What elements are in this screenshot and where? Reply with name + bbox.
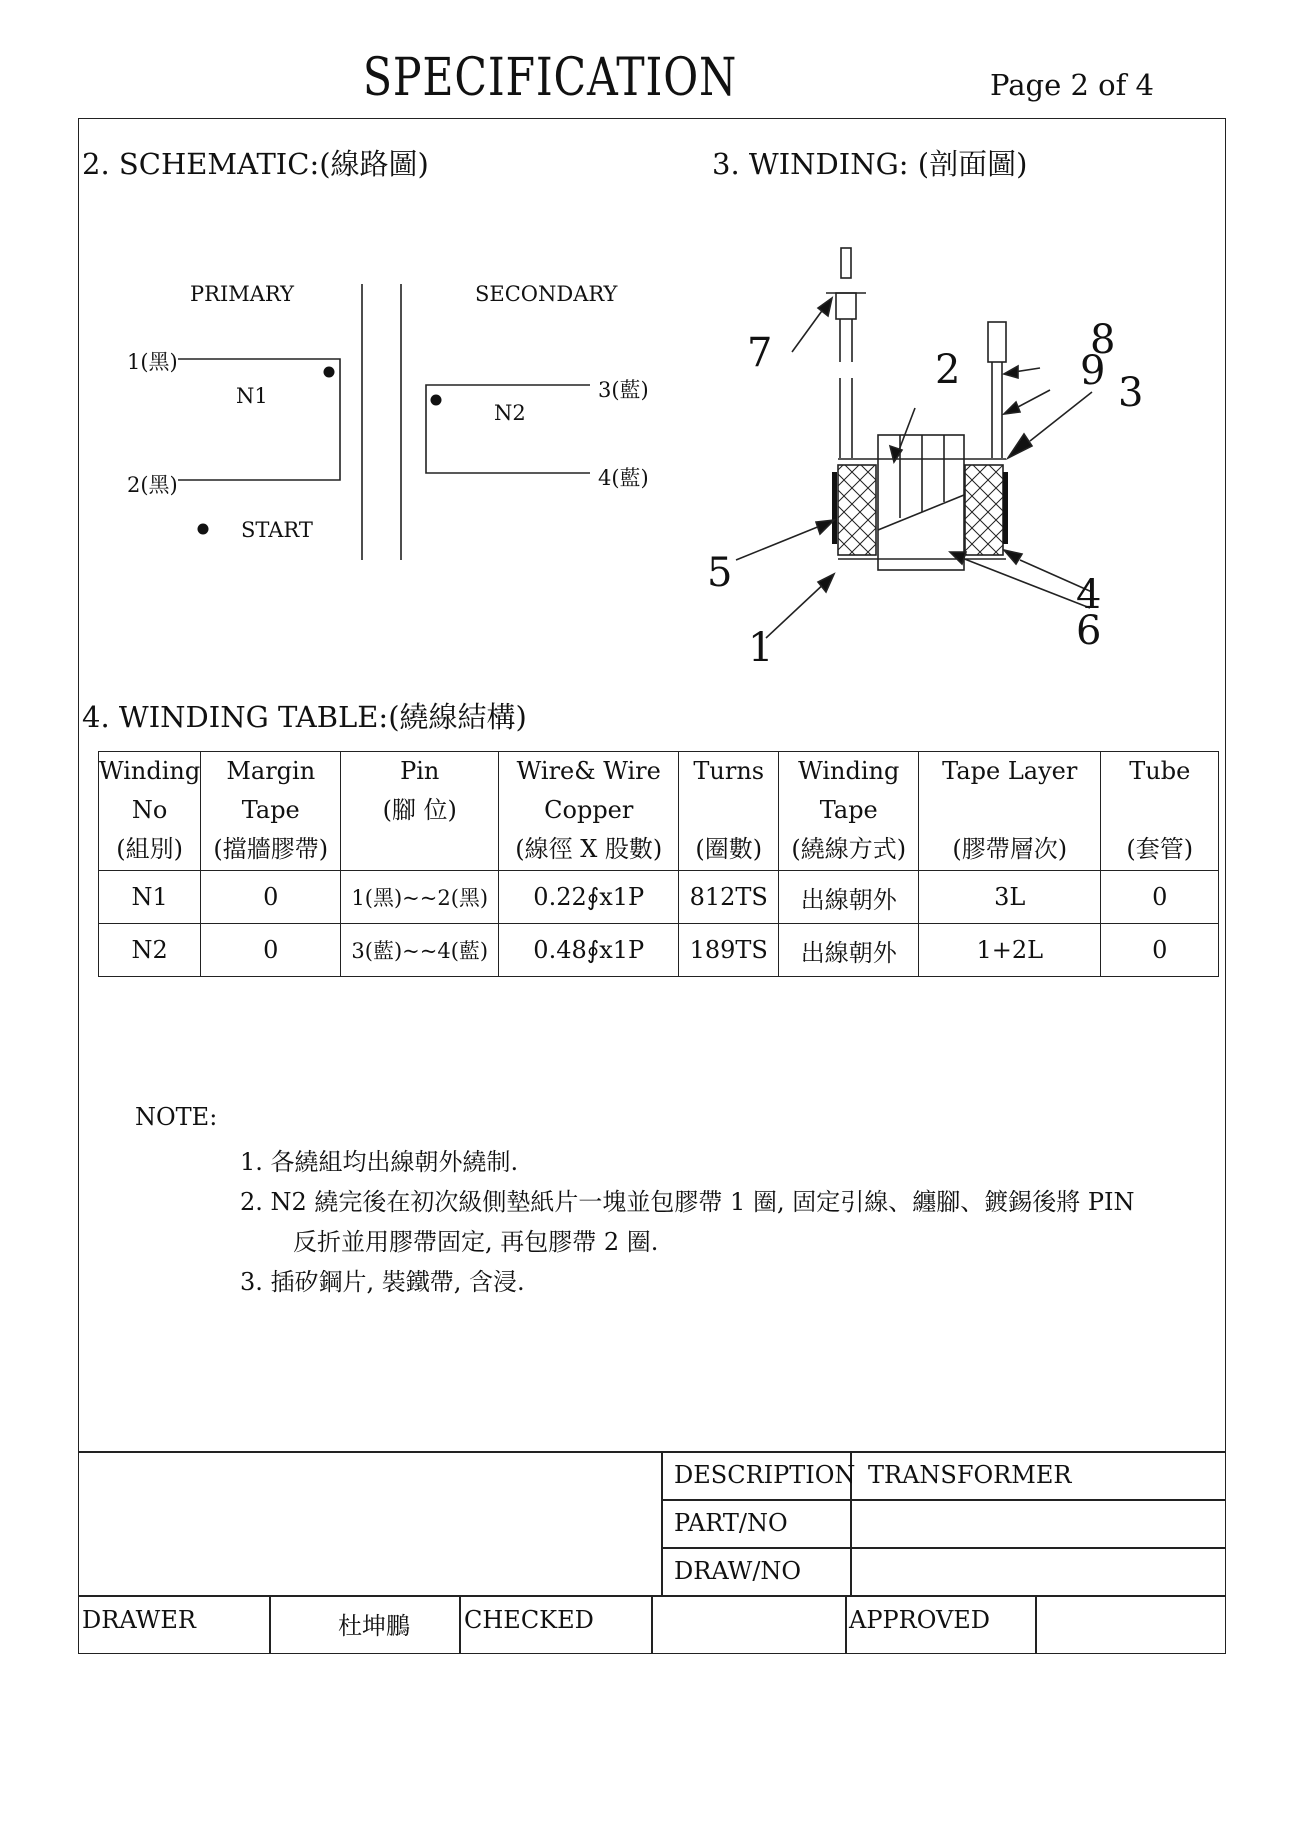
part-no-label: PART/NO [674, 1509, 788, 1537]
pin7-tip [841, 248, 851, 278]
title-block [78, 1451, 1226, 1653]
header-cell: Wire& Wire Copper (線徑 X 股數) [499, 752, 679, 871]
core-center [878, 435, 964, 570]
schematic-heading: 2. SCHEMATIC:(線路圖) [82, 147, 429, 181]
cell-tape-layer: 3L [919, 871, 1101, 924]
callout-5: 5 [707, 550, 733, 596]
cell-pin: 1(黑)~~2(黑) [341, 871, 499, 924]
header-cell: Winding Tape (繞線方式) [779, 752, 919, 871]
description-label: DESCRIPTION [674, 1461, 856, 1489]
tape-left [832, 472, 837, 544]
cell-winding-tape: 出線朝外 [779, 924, 919, 977]
cell-margin: 0 [201, 871, 341, 924]
note-item-2-cont: 反折並用膠帶固定, 再包膠帶 2 圈. [293, 1228, 659, 1256]
cell-turns: 812TS [679, 871, 779, 924]
winding-heading: 3. WINDING: (剖面圖) [712, 147, 1028, 181]
cell-winding-no: N2 [99, 924, 201, 977]
callout-6: 6 [1076, 608, 1102, 654]
approved-label: APPROVED [849, 1606, 991, 1634]
table-row [99, 924, 1219, 977]
cell-tube: 0 [1101, 924, 1219, 977]
cell-wire: 0.48∮x1P [499, 924, 679, 977]
note-item-2: 2. N2 繞完後在初次級側墊紙片一塊並包膠帶 1 圈, 固定引線、纏腳、鍍錫後將 PIN [240, 1188, 1135, 1216]
callout-3: 3 [1118, 370, 1144, 416]
table-row [99, 871, 1219, 924]
draw-no-label: DRAW/NO [674, 1557, 802, 1585]
cell-tape-layer: 1+2L [919, 924, 1101, 977]
callout-2: 2 [935, 347, 961, 393]
checked-label: CHECKED [464, 1606, 594, 1634]
secondary-start-dot [431, 395, 442, 406]
cell-winding-no: N1 [99, 871, 201, 924]
note-item-1: 1. 各繞組均出線朝外繞制. [240, 1148, 519, 1176]
pin8-tip [988, 322, 1006, 362]
note-item-3: 3. 插矽鋼片, 裝鐵帶, 含浸. [240, 1268, 525, 1296]
callout-8: 8 [1090, 317, 1116, 363]
page-number: Page 2 of 4 [990, 68, 1154, 102]
drawer-value: 杜坤鵬 [338, 1612, 410, 1640]
schematic-diagram [78, 260, 678, 580]
secondary-label: SECONDARY [475, 282, 618, 306]
callout-1: 1 [748, 625, 774, 671]
winding-right-block [965, 465, 1003, 555]
cell-tube: 0 [1101, 871, 1219, 924]
cell-wire: 0.22∮x1P [499, 871, 679, 924]
header-cell: Pin (腳 位) [341, 752, 499, 871]
document-title: SPECIFICATION [362, 48, 738, 108]
n1-label: N1 [236, 384, 268, 408]
pin4-label: 4(藍) [598, 466, 649, 490]
callout-7: 7 [747, 330, 773, 376]
description-value: TRANSFORMER [868, 1461, 1072, 1489]
start-label: START [241, 518, 313, 542]
cell-margin: 0 [201, 924, 341, 977]
cell-winding-tape: 出線朝外 [779, 871, 919, 924]
header-cell: Tape Layer (膠帶層次) [919, 752, 1101, 871]
primary-label: PRIMARY [190, 282, 294, 306]
cell-pin: 3(藍)~~4(藍) [341, 924, 499, 977]
primary-start-dot [324, 367, 335, 378]
secondary-winding-line [426, 385, 590, 473]
note-label: NOTE: [135, 1103, 218, 1131]
table-header-row [99, 752, 1219, 871]
start-legend-dot [198, 524, 209, 535]
winding-left-block [838, 465, 876, 555]
n2-label: N2 [494, 401, 526, 425]
winding-table-heading: 4. WINDING TABLE:(繞線結構) [82, 700, 527, 734]
pin3-label: 3(藍) [598, 378, 649, 402]
winding-table [98, 751, 1219, 977]
pin1-label: 1(黑) [127, 350, 178, 374]
header-cell: Tube (套管) [1101, 752, 1219, 871]
drawer-label: DRAWER [82, 1606, 196, 1634]
header-cell: Turns (圈數) [679, 752, 779, 871]
callout-9: 9 [1080, 348, 1106, 394]
primary-winding-line [178, 359, 340, 480]
tape-right [1003, 472, 1008, 544]
callout-4: 4 [1076, 572, 1102, 618]
cell-turns: 189TS [679, 924, 779, 977]
pin7-body [836, 293, 856, 319]
winding-cross-section [700, 240, 1140, 660]
header-cell: Winding No (組別) [99, 752, 201, 871]
header-cell: Margin Tape (擋牆膠帶) [201, 752, 341, 871]
pin2-label: 2(黑) [127, 473, 178, 497]
